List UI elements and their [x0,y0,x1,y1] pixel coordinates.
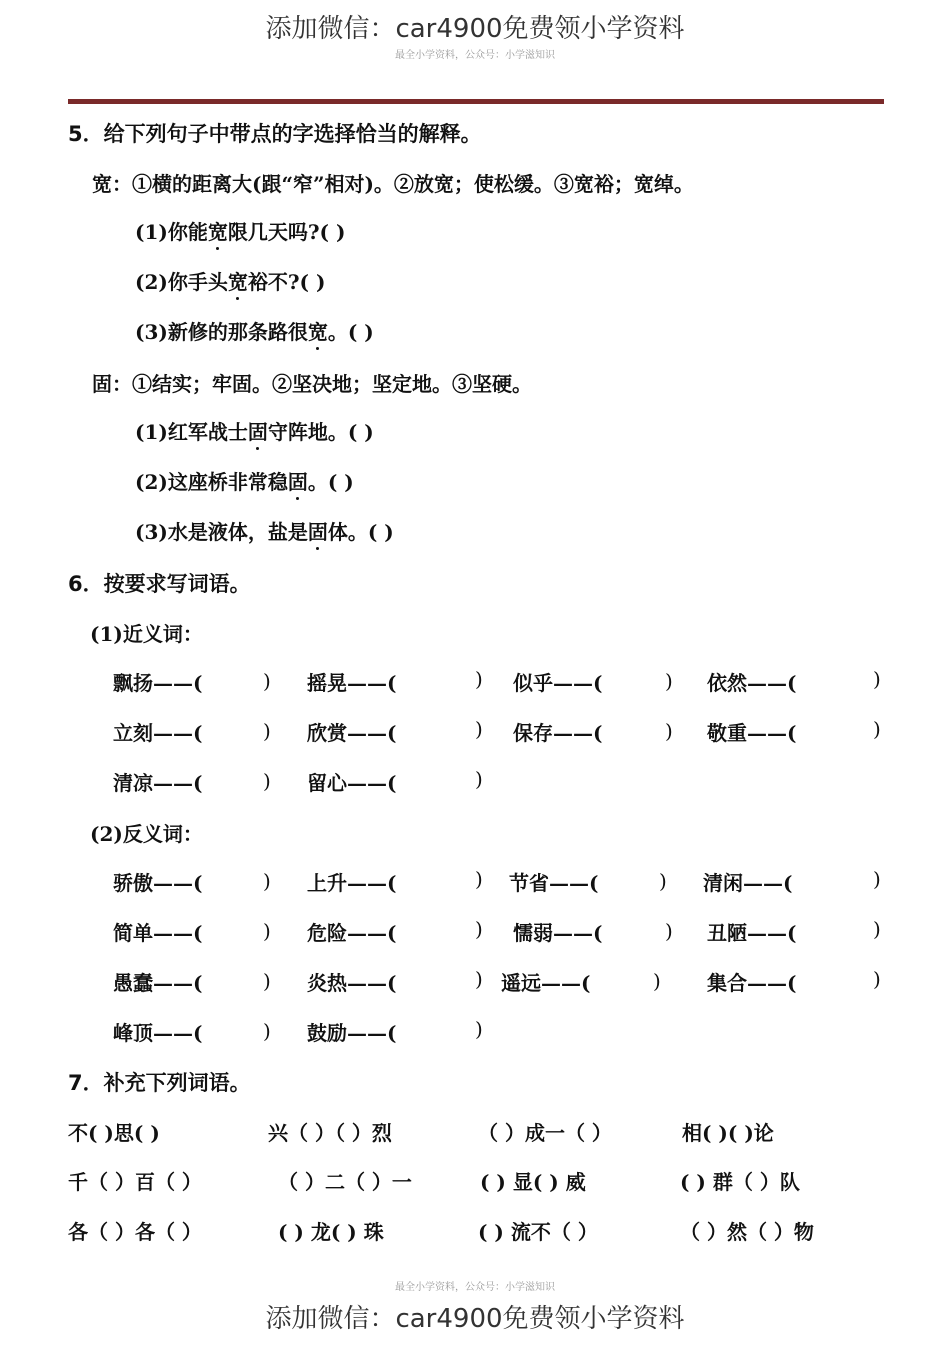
item-pre: (3)水是液体，盐是 [135,520,308,544]
close-paren: ) [873,967,881,991]
q5-kuan-item-2 [135,266,325,295]
item-post: 体。( ) [327,520,394,544]
synonym-item: 摇晃——( [307,671,397,695]
q7-idiom: （ ）成一（ ） [478,1121,612,1145]
close-paren: ) [873,667,881,691]
q7-title: 7．补充下列词语。 [68,1071,251,1095]
q5-gu-item-3 [135,516,394,545]
item-post: 守阵地。( ) [267,420,374,444]
close-paren: ) [873,717,881,741]
close-paren: ) [263,669,271,693]
dotted-char: 固 [307,520,328,544]
q7-idiom: 兴（ ）（ ）烈 [268,1121,392,1145]
close-paren: ) [263,719,271,743]
close-paren: ) [263,769,271,793]
close-paren: ) [659,869,667,893]
close-paren: ) [475,917,483,941]
q7-idiom: ( ) 流不（ ） [478,1220,598,1244]
close-paren: ) [475,1017,483,1041]
antonym-item: 峰顶——( [113,1021,203,1045]
close-paren: ) [475,867,483,891]
q7-idiom: （ ）然（ ）物 [680,1220,814,1244]
item-pre: (3)新修的那条路很 [135,320,308,344]
q7-idiom: （ ）二（ ）一 [278,1170,412,1194]
antonym-item: 集合——( [707,971,797,995]
q7-idiom: ( ) 龙( ) 珠 [278,1220,384,1244]
antonym-item: 节省——( [509,871,599,895]
antonym-item: 清闲——( [703,871,793,895]
synonym-item: 敬重——( [707,721,797,745]
q5-title: 5．给下列句子中带点的字选择恰当的解释。 [68,122,482,146]
antonym-item: 丑陋——( [707,921,797,945]
antonym-item: 简单——( [113,921,203,945]
faint-header-text: 最全小学资料，公众号：小学滋知识 [395,50,555,61]
synonym-item: 欣赏——( [307,721,397,745]
close-paren: ) [475,717,483,741]
header-divider [68,99,884,104]
item-pre: (2)这座桥非常稳 [135,470,288,494]
close-paren: ) [263,1019,271,1043]
item-pre: (1)你能 [135,220,208,244]
close-paren: ) [263,969,271,993]
close-paren: ) [653,969,661,993]
close-paren: ) [263,919,271,943]
synonym-item: 飘扬——( [113,671,203,695]
q7-idiom: 各（ ）各（ ） [68,1220,202,1244]
faint-footer-text: 最全小学资料，公众号：小学滋知识 [395,1282,555,1293]
q7-idiom: 相( )( )论 [682,1121,774,1145]
synonym-item: 清凉——( [113,771,203,795]
dotted-char: 宽 [207,220,228,244]
item-post: 。( ) [307,470,354,494]
item-post: 限几天吗?( ) [227,220,346,244]
watermark-bottom: 添加微信：car4900免费领小学资料 [265,1304,685,1334]
q5-gu-item-1 [135,416,374,445]
q5-gu-item-2 [135,466,354,495]
close-paren: ) [475,667,483,691]
close-paren: ) [475,767,483,791]
antonym-item: 鼓励——( [307,1021,397,1045]
antonym-item: 上升——( [307,871,397,895]
antonym-item: 遥远——( [501,971,591,995]
q5-kuan-definition: 宽：①横的距离大(跟“窄”相对)。②放宽；使松缓。③宽裕；宽绰。 [92,172,694,196]
antonym-item: 懦弱——( [513,921,603,945]
dotted-char: 宽 [227,270,248,294]
item-post: 。( ) [327,320,374,344]
q5-kuan-item-3 [135,316,374,345]
synonym-item: 保存——( [513,721,603,745]
q6-antonyms-label: (2)反义词： [90,822,203,846]
q6-synonyms-label: (1)近义词： [90,622,203,646]
q6-title: 6．按要求写词语。 [68,572,251,596]
synonym-item: 似乎——( [513,671,603,695]
item-pre: (2)你手头 [135,270,228,294]
dotted-char: 宽 [307,320,328,344]
close-paren: ) [665,919,673,943]
q5-kuan-item-1 [135,216,345,245]
synonym-item: 依然——( [707,671,797,695]
q7-idiom: ( ) 显( ) 威 [480,1170,586,1194]
q7-idiom: ( ) 群（ ）队 [680,1170,800,1194]
q5-gu-definition: 固：①结实；牢固。②坚决地；坚定地。③坚硬。 [92,372,532,396]
close-paren: ) [475,967,483,991]
close-paren: ) [263,869,271,893]
close-paren: ) [873,867,881,891]
synonym-item: 留心——( [307,771,397,795]
antonym-item: 危险——( [307,921,397,945]
item-pre: (1)红军战士 [135,420,248,444]
antonym-item: 炎热——( [307,971,397,995]
antonym-item: 愚蠢——( [113,971,203,995]
close-paren: ) [873,917,881,941]
close-paren: ) [665,719,673,743]
antonym-item: 骄傲——( [113,871,203,895]
q7-idiom: 不( )思( ) [68,1121,160,1145]
item-post: 裕不?( ) [247,270,326,294]
close-paren: ) [665,669,673,693]
dotted-char: 固 [287,470,308,494]
watermark-top: 添加微信：car4900免费领小学资料 [265,14,685,44]
dotted-char: 固 [247,420,268,444]
synonym-item: 立刻——( [113,721,203,745]
q7-idiom: 千（ ）百（ ） [68,1170,202,1194]
